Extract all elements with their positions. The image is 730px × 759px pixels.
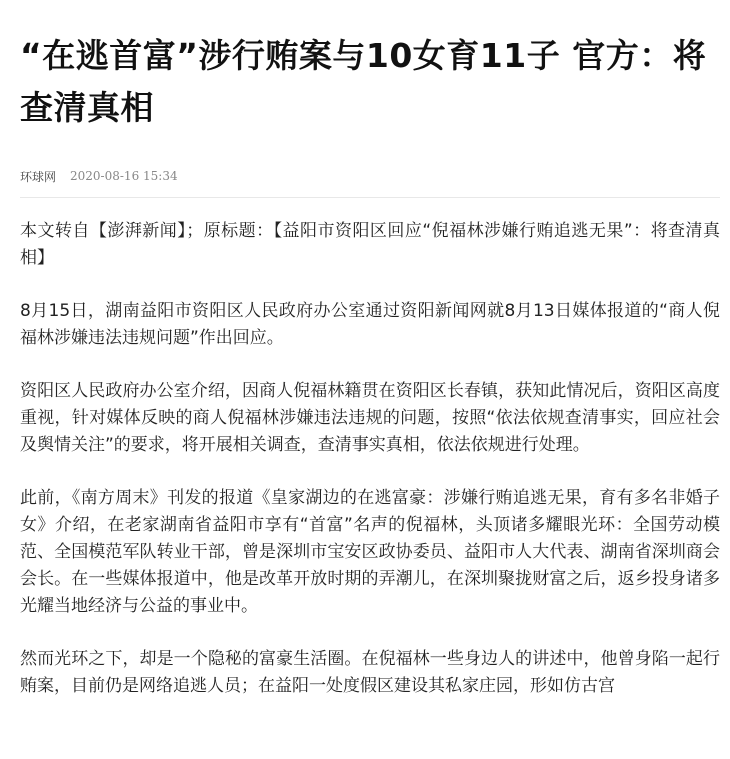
article-body bbox=[20, 218, 720, 700]
article-meta bbox=[20, 161, 720, 198]
article-paragraph: 8月15日，湖南益阳市资阳区人民政府办公室通过资阳新闻网就8月13日媒体报道的“商人倪福林涉嫌违法违规问题”作出回应。 bbox=[20, 301, 720, 348]
article-paragraph: 然而光环之下，却是一个隐秘的富豪生活圈。在倪福林一些身边人的讲述中，他曾身陷一起行贿案，目前仍是网络追逃人员；在益阳一处度假区建设其私家庄园，形如仿古宫 bbox=[20, 649, 720, 696]
article bbox=[20, 0, 720, 726]
article-paragraph: 此前，《南方周末》刊发的报道《皇家湖边的在逃富豪：涉嫌行贿追逃无果，育有多名非婚子女》介绍，在老家湖南省益阳市享有“首富”名声的倪福林，头顶诸多耀眼光环：全国劳动模范、全国模范军队转业干部，曾是深圳市宝安区政协委员、益阳市人大代表、湖南省深圳商会会长。在一些媒体报道中，他是改革开放时期的弄潮儿，在深圳聚拢财富之后，返乡投身诸多光耀当地经济与公益的事业中。 bbox=[20, 488, 720, 616]
article-timestamp: 2020-08-16 15:34 bbox=[70, 169, 178, 183]
article-title: “在逃首富”涉行贿案与10女育11子 官方：将查清真相 bbox=[20, 36, 707, 127]
article-paragraph: 本文转自【澎湃新闻】；原标题：【益阳市资阳区回应“倪福林涉嫌行贿追逃无果”：将查清真相】 bbox=[20, 221, 720, 268]
article-paragraph: 资阳区人民政府办公室介绍，因商人倪福林籍贯在资阳区长春镇，获知此情况后，资阳区高度重视，针对媒体反映的商人倪福林涉嫌违法违规的问题，按照“依法依规查清事实，回应社会及舆情关注”的要求，将开展相关调查，查清事实真相，依法依规进行处理。 bbox=[20, 381, 720, 455]
article-source[interactable]: 环球网 bbox=[20, 169, 57, 184]
